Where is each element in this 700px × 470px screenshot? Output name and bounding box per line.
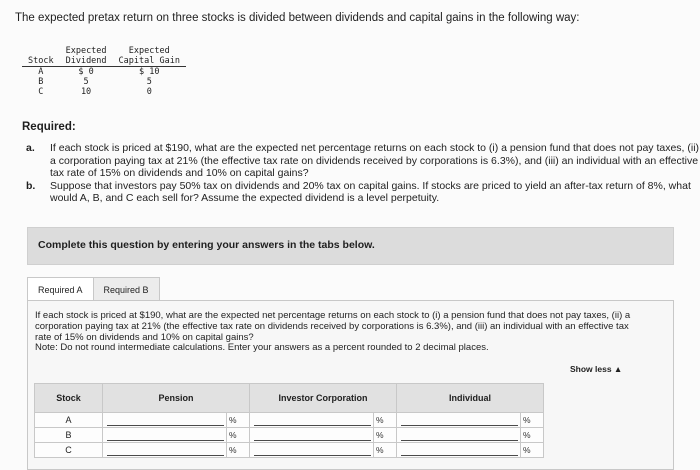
percent-unit: %: [226, 428, 249, 442]
tab-bar: [27, 277, 159, 301]
gain-cell: $ 10: [139, 67, 160, 77]
part-a-text: If each stock is priced at $190, what are the expected net percentage returns on each stock to (i) a pension fund that does not pay taxes, (ii) a corporation paying tax at 21% (the effective tax rate on dividends received by corporations is 6.3%), and (iii) an individual with an effective tax rate of 15% on dividends and 10% on capital gains?: [50, 142, 700, 179]
stock-cell: A: [38, 67, 44, 77]
percent-unit: %: [520, 428, 543, 442]
part-a: [26, 142, 700, 180]
answer-stock-label: A: [35, 413, 103, 428]
tab-required-a[interactable]: Required A: [27, 277, 94, 302]
required-heading: Required:: [22, 121, 76, 133]
dividend-cell: 5: [83, 77, 89, 87]
question-instruction: [35, 311, 635, 354]
instruction-banner: [27, 227, 674, 265]
table-row: [22, 87, 186, 97]
answer-table: [34, 383, 544, 458]
answer-header-stock: Stock: [35, 384, 103, 413]
corporation-input-b[interactable]: [254, 429, 371, 441]
percent-unit: %: [373, 443, 396, 457]
header-expected-capital-gain: Expected Capital Gain: [113, 46, 186, 67]
individual-input-c[interactable]: [401, 444, 518, 456]
tab-required-b[interactable]: Required B: [93, 277, 160, 302]
percent-unit: %: [373, 428, 396, 442]
table-row: [35, 443, 544, 458]
part-a-label: a.: [26, 142, 35, 154]
part-b: [26, 180, 700, 205]
percent-unit: %: [520, 413, 543, 427]
percent-unit: %: [226, 443, 249, 457]
stock-cell: B: [38, 77, 44, 87]
table-row: [35, 428, 544, 443]
answer-stock-label: C: [35, 443, 103, 458]
header-stock: Stock: [22, 46, 60, 67]
part-b-text: Suppose that investors pay 50% tax on dividends and 20% tax on capital gains. If stocks are priced to yield an after-tax return of 8%, what would A, B, and C each sell for? Assume the expected dividend is a level perpetuity.: [50, 179, 691, 204]
answer-stock-label: B: [35, 428, 103, 443]
percent-unit: %: [520, 443, 543, 457]
pension-input-c[interactable]: [107, 444, 224, 456]
pension-input-a[interactable]: [107, 414, 224, 426]
problem-intro: The expected pretax return on three stocks is divided between dividends and capital gains in the following way:: [15, 12, 580, 24]
gain-cell: 0: [146, 87, 152, 97]
corporation-input-a[interactable]: [254, 414, 371, 426]
dividend-cell: $ 0: [78, 67, 94, 77]
header-expected-dividend: Expected Dividend: [60, 46, 113, 67]
individual-input-a[interactable]: [401, 414, 518, 426]
corporation-input-c[interactable]: [254, 444, 371, 456]
percent-unit: %: [373, 413, 396, 427]
answer-header-individual: Individual: [397, 384, 544, 413]
answer-header-pension: Pension: [103, 384, 250, 413]
pension-input-b[interactable]: [107, 429, 224, 441]
banner-text: Complete this question by entering your answers in the tabs below.: [38, 239, 375, 251]
table-row: [35, 413, 544, 428]
table-row: [22, 77, 186, 87]
note-text: Note: Do not round intermediate calculations. Enter your answers as a percent rounded to 2 decimal places.: [35, 342, 489, 354]
required-parts: [26, 142, 700, 205]
answer-header-corporation: Investor Corporation: [250, 384, 397, 413]
show-less-link[interactable]: Show less ▲: [570, 364, 623, 374]
instruction-text: If each stock is priced at $190, what are the expected net percentage returns on each stock to (i) a pension fund that does not pay taxes, (ii) a corporation paying tax at 21% (the effective tax rate on dividends received by corporations is 6.3%), and (iii) an individual with an effective tax rate of 15% on dividends and 10% on capital gains?: [35, 310, 631, 343]
part-b-label: b.: [26, 179, 36, 192]
percent-unit: %: [226, 413, 249, 427]
given-data-table: [22, 46, 186, 97]
dividend-cell: 10: [80, 87, 92, 97]
stock-cell: C: [38, 87, 44, 97]
table-row: [22, 67, 186, 78]
individual-input-b[interactable]: [401, 429, 518, 441]
gain-cell: 5: [146, 77, 152, 87]
